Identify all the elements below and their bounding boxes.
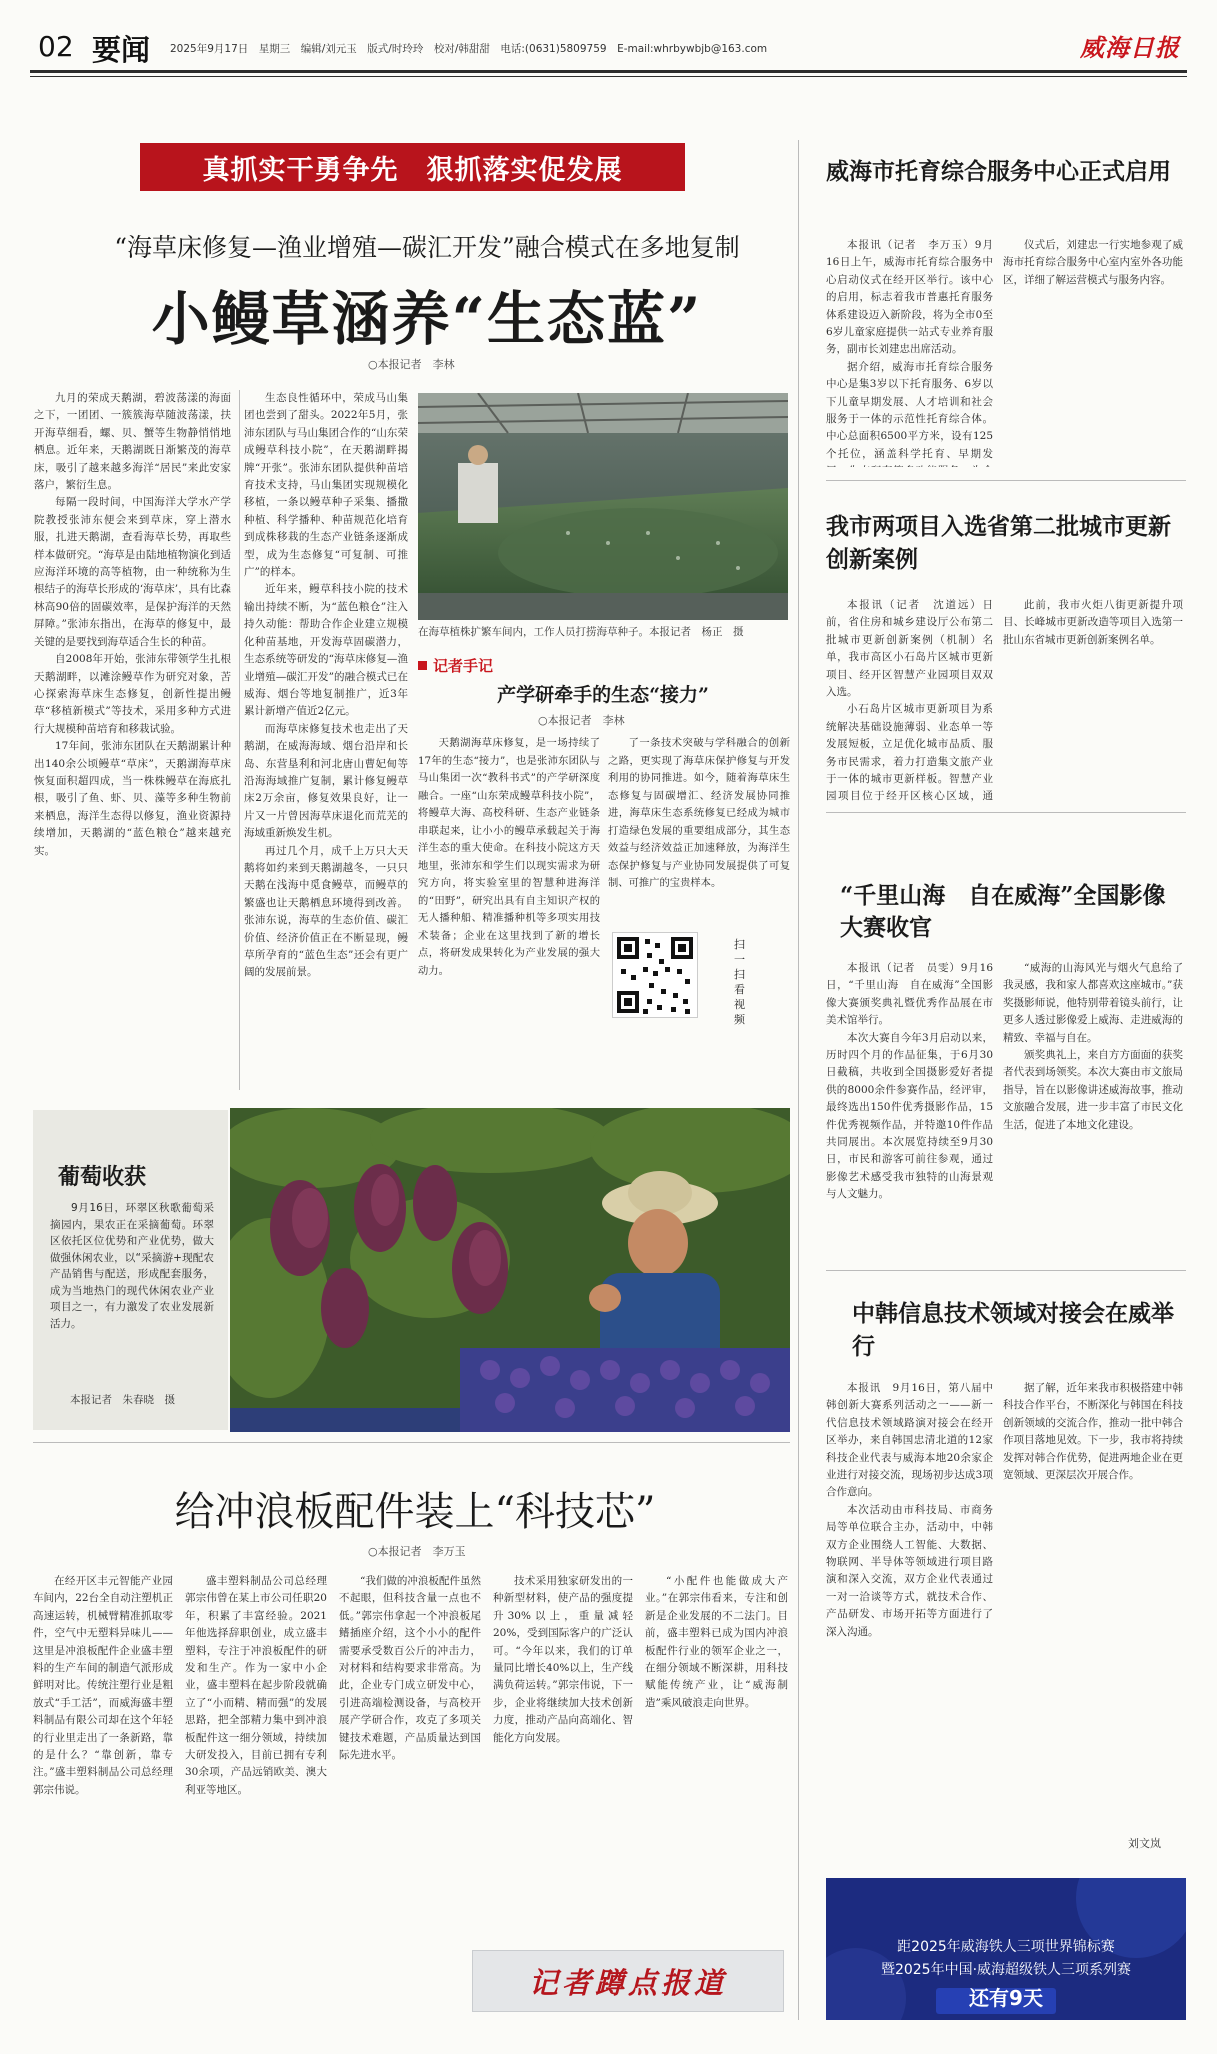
- nursery-column-1: [826, 237, 993, 467]
- newspaper-logo: 威海日报: [1080, 33, 1180, 62]
- paragraph: 本次活动由市科技局、市商务局等单位联合主办，活动中，中韩双方企业围绕人工智能、大数据、物联网、半导体等领域进行项目路演和深入交流，双方企业代表通过一对一洽谈等方式，就技术合作、产品研发、市场开拓等方面进行了深入沟通。: [826, 1503, 993, 1638]
- paragraph: 17年间，张沛东团队在天鹅湖累计种出140余公顷鳗草“草床”，天鹅湖海草床恢复面积超四成，当一株株鳗草在海底扎根，吸引了鱼、虾、贝、藻等多种生物前来栖息，海洋生态得以修复，渔业资源持续增加，天鹅湖的“蓝色粮仓”越来越充实。: [34, 740, 231, 857]
- paragraph: “小配件也能做成大产业。”在郭宗伟看来，专注和创新是企业发展的不二法门。目前，盛丰塑料已成为国内冲浪板配件行业的领军企业之一，在细分领域不断深耕，用科技赋能传统产业，让“威海制造”乘风破浪走向世界。: [645, 1575, 788, 1709]
- lead-headline: 小鳗草涵养“生态蓝”: [151, 285, 703, 353]
- qr-code-icon: [613, 933, 697, 1017]
- grape-byline: 本报记者 朱春晓 摄: [70, 1394, 175, 1406]
- paragraph: 在经开区丰元智能产业园车间内，22台全自动注塑机正高速运转，机械臂精准抓取零件，空气中无塑料异味儿——这里是冲浪板配件企业盛丰塑料的生产车间的制造气派形成鲜明对比。传统注塑行业是粗放式“手工活”，而威海盛丰塑料制品有限公司却在这个年轻的行业里走出了一条新路，靠的是什么？“靠创新，靠专注。”盛丰塑料制品公司总经理郭宗伟说。: [33, 1575, 173, 1796]
- paragraph: 九月的荣成天鹅湖，碧波荡漾的海面之下，一团团、一簇簇海草随波荡漾，扶开海草细看，螺、贝、蟹等生物静悄悄地栖息。近年来，天鹅湖既日渐繁茂的海草床，吸引了越来越多海洋“居民”来此安家落户，繁衍生息。: [34, 392, 231, 492]
- divider: [826, 1270, 1186, 1271]
- paragraph: 据了解，近年来我市积极搭建中韩科技合作平台，不断深化与韩国在科技创新领域的交流合作，推动一批中韩合作项目落地见效。下一步，我市将持续发挥对韩合作优势，促进两地企业在更宽领域、更深层次开展合作。: [1003, 1382, 1183, 1482]
- paragraph: 再过几个月，成千上万只大天鹅将如约来到天鹅湖越冬，一只只天鹅在浅海中觅食鳗草，而鳗草的繁盛也让天鹅栖息环境得到改善。张沛东说，海草的生态价值、碳汇价值、经济价值正在不断显现，鳗草所孕育的“蓝色生态”还会有更广阔的发展前景。: [244, 844, 408, 979]
- slogan-banner: [140, 143, 685, 191]
- paragraph: 本报讯（记者 李万玉）9月16日上午，威海市托育综合服务中心启动仪式在经开区举行。该中心的启用，标志着我市普惠托育服务体系建设迈入新阶段，将为全市0至6岁儿童家庭提供一站式专业养育服务，副市长刘建忠出席活动。: [826, 239, 993, 356]
- section-title: 要闻: [92, 33, 151, 67]
- paragraph: 据介绍，威海市托育综合服务中心是集3岁以下托育服务、6岁以下儿童早期发展、人才培训和社会服务于一体的示范性托育综合体。中心总面积6500平方米，设有125个托位，涵盖科学托育、早期发: [826, 360, 993, 460]
- paragraph: 天鹅湖海草床修复，是一场持续了17年的生态“接力”，也是张沛东团队与马山集团一次“教科书式”的产学研深度融合。一座“山东荣成鳗草科技小院”，将鳗草大海、高校科研、生态产业链条串联起来，让小小的鳗草承载起关于海洋生态的重大使命。在科技小院这方天地里，张沛东和学生们以现实需求为研究方向，将实验室里的智慧种进海洋的“田野”，研究出具有自主知识产权的无人播种船、精准播种机等多项实用技术装备；企业在这里找到了新的增长点，将研发成果转化为产业发展的强大动力。: [418, 737, 600, 977]
- paragraph: “我们做的冲浪板配件虽然不起眼，但科技含量一点也不低。”郭宗伟拿起一个冲浪板尾鳍插座介绍，这个小小的配件需要承受数百公斤的冲击力，对材料和结构要求非常高。为此，企业专门成立研发中心，引进高端检测设备，与高校开展产学研合作，攻克了多项关键技术难题，产品质量达到国际先进水平。: [339, 1575, 481, 1762]
- page-number: 02: [38, 30, 74, 63]
- float-column-2: [185, 1573, 327, 2023]
- nursery-column-2: [1003, 237, 1183, 467]
- paragraph: “威海的山海风光与烟火气息给了我灵感，我和家人都喜欢这座城市。”获奖摄影师说，他特别带着镜头前行，让更多人透过影像爱上威海、走进威海的精致、幸福与自在。: [1003, 962, 1183, 1044]
- paragraph: 每隔一段时间，中国海洋大学水产学院教授张沛东便会来到草床，穿上潜水服，扎进天鹅湖，查看海草长势，再取些样本做研究。“海草是由陆地植物演化到适应海洋环境的高等植物，由一种统称为生根结子的海草长形成的‘海草床’，具有比森林高90倍的固碳效率，是保护海洋的天然屏障。”张沛东指出，在海草的修复中，最关键的是要找到海草适合生长的种苗。: [34, 496, 231, 648]
- notes-headline: 产学研牵手的生态“接力”: [497, 684, 709, 706]
- article-title-nursery: 威海市托育综合服务中心正式启用: [826, 158, 1171, 185]
- paragraph: 生态良性循环中，荣成马山集团也尝到了甜头。2022年5月，张沛东团队与马山集团合作的“山东荣成鳗草科技小院”，在天鹅湖畔揭牌“开张”。张沛东团队提供种苗培育技术支持，马山集团实现规模化移植，一条以鳗草种子采集、播撒种植、科学播种、种苗规范化培育到成株移栽的生态产业链条逐渐成型，成为生态修复“可复制、可推广”的样本。: [244, 392, 408, 579]
- paragraph: 9月16日，环翠区秋歌葡萄采摘园内，果农正在采摘葡萄。环翠区依托区位优势和产业优势，做大做强休闲农业，以“采摘游+现配农产品销售与配送，形成配套服务，成为当地热门的现代休闲农业产业项目之一，有力激发了农业发展新活力。: [50, 1202, 214, 1330]
- qr-code[interactable]: [612, 932, 698, 1018]
- grape-text: [50, 1200, 214, 1390]
- header-meta: 2025年9月17日 星期三 编辑/刘元玉 版式/时玲玲 校对/韩甜甜 电话:(0631)5809759 E-mail:whrbywbjb@163.com: [170, 43, 768, 55]
- grape-harvest-image: [230, 1108, 790, 1432]
- triathlon-ad[interactable]: [826, 1878, 1186, 2020]
- column-badge: [472, 1950, 784, 2012]
- article-title-china-korea: 中韩信息技术领域对接会在威举行: [852, 1300, 1174, 1360]
- header-rule-thin: [30, 76, 1187, 77]
- grape-photo: [230, 1108, 790, 1432]
- article-title-renewal: 我市两项目入选省第二批城市更新创新案例: [826, 513, 1171, 573]
- right-column-rule: [798, 140, 799, 2020]
- notes-column-2: [608, 735, 790, 915]
- article-author: 刘文岚: [1128, 1837, 1161, 1850]
- notes-label-marker: [418, 661, 427, 670]
- renewal-column-2: [1003, 597, 1183, 802]
- paragraph: 本报讯（记者 员雯）9月16日，“千里山海 自在威海”全国影像大赛颁奖典礼暨优秀作品展在市美术馆举行。: [826, 962, 993, 1027]
- lead-kicker: “海草床修复—渔业增殖—碳汇开发”融合模式在多地复制: [114, 233, 740, 262]
- float-column-4: [493, 1573, 633, 1948]
- notes-column-1: [418, 735, 600, 1090]
- ad-countdown: 还有9天: [969, 1986, 1043, 2010]
- seagrass-tank-image: [418, 393, 788, 620]
- notes-label-text: 记者手记: [433, 657, 494, 675]
- float-column-5: [645, 1573, 788, 1948]
- paragraph: 仪式后，刘建忠一行实地参观了威海市托育综合服务中心室内室外各功能区，详细了解运营模式与服务内容。: [1003, 239, 1183, 286]
- seagrass-photo: [418, 393, 788, 620]
- header-rule: [30, 70, 1187, 73]
- china-korea-column-1: [826, 1380, 993, 1860]
- column-rule: [239, 390, 240, 1090]
- article-title-photo-contest: “千里山海 自在威海”全国影像大赛收官: [840, 882, 1166, 941]
- ad-line-1: 距2025年威海铁人三项世界锦标赛: [897, 1939, 1115, 1955]
- contest-column-2: [1003, 960, 1183, 1235]
- float-headline: 给冲浪板配件装上“科技芯”: [174, 1489, 656, 1535]
- float-column-1: [33, 1573, 173, 2023]
- paragraph: 本报讯（记者 沈道远）日前，省住房和城乡建设厅公布第二批城市更新创新案例（机制）名单，我市高区小石岛片区城市更新项目、经开区智慧产业园项目双双入选。: [826, 599, 993, 699]
- section-divider: [33, 1442, 790, 1443]
- lead-column-1: [34, 390, 231, 1100]
- slogan-text: 真抓实干勇争先 狠抓落实促发展: [202, 154, 623, 186]
- divider: [826, 480, 1186, 481]
- photo-caption: 在海草植株扩繁车间内，工作人员打捞海草种子。本报记者 杨正 摄: [418, 626, 744, 638]
- notes-byline: ○本报记者 李林: [538, 714, 625, 727]
- lead-byline: ○本报记者 李林: [368, 358, 455, 371]
- float-column-3: [339, 1573, 481, 2023]
- paragraph: 此前，我市火炬八街更新提升项目、长峰城市更新改造等项目入选第一批山东省城市更新创新案例名单。: [1003, 599, 1183, 646]
- china-korea-column-2: [1003, 1380, 1183, 1820]
- paragraph: 本报讯 9月16日，第八届中韩创新大赛系列活动之一——新一代信息技术领域路演对接会在经开区举办，来自韩国忠清北道的12家科技企业代表与威海本地20余家企业进行对接交流，现场初步达成3项合作意向。: [826, 1382, 993, 1499]
- contest-column-1: [826, 960, 993, 1235]
- notes-label: [418, 655, 493, 676]
- paragraph: 小石岛片区城市更新项目为系统解决基础设施薄弱、业态单一等发展短板，立足优化城市品质、服务市民需求，着力打造集文旅产业于一体的城市更新样板。智慧产业园项目位于经开区核心区域，通: [826, 703, 993, 802]
- paragraph: 颁奖典礼上，来自方方面面的获奖者代表到场领奖。本次大赛由市文旅局指导，旨在以影像讲述威海故事，推动文旅融合发展，进一步丰富了市民文化生活，促进了本地文化建设。: [1003, 1049, 1183, 1131]
- paragraph: 自2008年开始，张沛东带领学生扎根天鹅湖畔，以滩涂鳗草作为研究对象，苦心探索海草床生态修复，创新性提出鳗草“移植新模式”等技术，采用多种方式进行大规模种苗培育和移栽试验。: [34, 653, 231, 735]
- renewal-column-1: [826, 597, 993, 802]
- paragraph: 近年来，鳗草科技小院的技术输出持续不断，为“蓝色粮仓”注入持久动能：帮助合作企业建立规模化种苗基地，开发海草固碳潜力，生态系统等研发的“海草床修复—渔业增殖—碳汇开发”的融合模式已在威海、烟台等地复制推广，近3年累计新增产值近2亿元。: [244, 583, 408, 718]
- grape-title: 葡萄收获: [58, 1164, 147, 1190]
- paragraph: 本次大赛自今年3月启动以来，历时四个月的作品征集，于6月30日截稿，共收到全国摄影爱好者提供的8000余件参赛作品，经评审，最终选出150件优秀摄影作品，15件优秀视频作品，并特邀10件作品共同展出。本次展览持续至9月30日，市民和游客可前往参观，通过影像艺术感受我市独特的山海景观与人文魅力。: [826, 1031, 993, 1201]
- paragraph: 技术采用独家研发出的一种新型材料，使产品的强度提升30%以上，重量减轻20%，受到国际客户的广泛认可。“今年以来，我们的订单量同比增长40%以上，生产线满负荷运转。”郭宗伟说，下一步，企业将继续加大技术创新力度，推动产品向高端化、智能化方向发展。: [493, 1575, 633, 1744]
- paragraph: 了一条技术突破与学科融合的创新之路，更实现了海草床保护修复与开发利用的协同推进。如今，随着海草床生态修复与固碳增汇、经济发展协同推进，海草床生态系统修复已经成为城市打造绿色发展的重要组成部分，其生态效益与经济效益正加速释放，为海洋生态保护修复与产业协同发展提供了可复制、可推广的宝贵样本。: [608, 737, 790, 889]
- column-badge-text: 记者蹲点报道: [528, 1965, 727, 2000]
- ad-line-2: 暨2025年中国·威海超级铁人三项系列赛: [880, 1962, 1132, 1978]
- divider: [826, 812, 1186, 813]
- paragraph: 而海草床修复技术也走出了天鹅湖，在威海海域、烟台沿岸和长岛、东营垦利和河北唐山曹妃甸等沿海海域推广复制，累计修复鳗草床2万余亩，修复效果良好，让一片又一片曾因海草床退化而荒芜的海域重新焕发生机。: [244, 722, 408, 840]
- float-byline: ○本报记者 李万玉: [368, 1545, 466, 1558]
- lead-column-2b: [244, 390, 408, 1100]
- paragraph: 盛丰塑料制品公司总经理郭宗伟曾在某上市公司任职20年，积累了丰富经验。2021年他选择辞职创业，成立盛丰塑料，专注于冲浪板配件的研发和生产。作为一家中小企业，盛丰塑料在起步阶段就确立了“小而精、精而强”的发展思路，把全部精力集中到冲浪板配件这一细分领域，持续加大研发投入，目前已拥有专利30余项，产品远销欧美、澳大利亚等地区。: [185, 1575, 327, 1796]
- qr-label: 扫一扫看视频: [734, 938, 745, 1026]
